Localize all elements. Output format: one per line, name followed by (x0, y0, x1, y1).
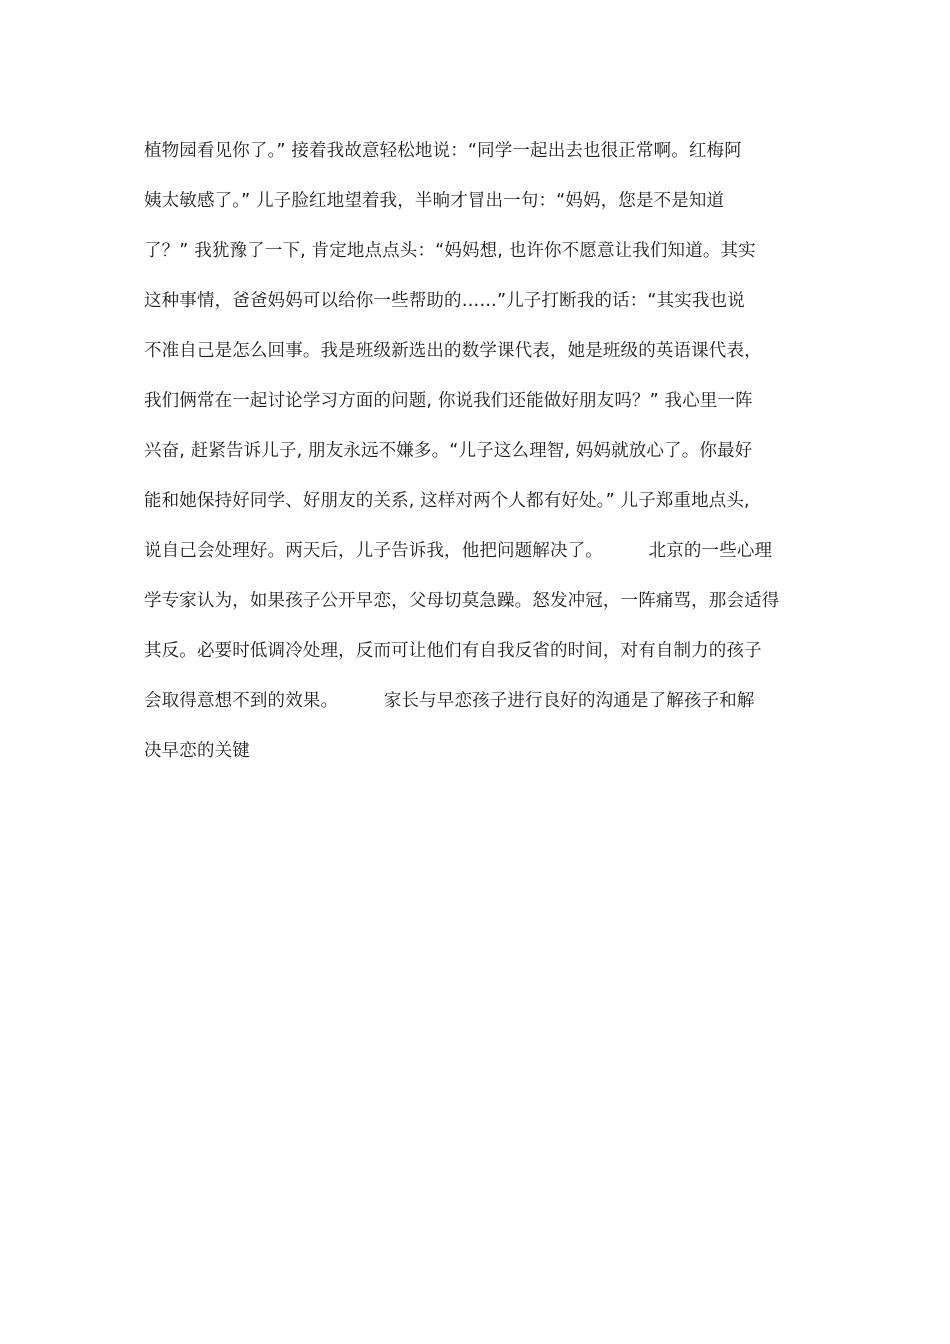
text-line: 说自己会处理好。两天后，儿子告诉我，他把问题解决了。 北京的一些心理 (144, 541, 773, 561)
body-text (144, 126, 808, 776)
text-line: 我们俩常在一起讨论学习方面的问题, 你说我们还能做好朋友吗？” 我心里一阵 (144, 391, 753, 411)
text-line: 了？” 我犹豫了一下, 肯定地点点头：“妈妈想, 也许你不愿意让我们知道。其实 (144, 241, 756, 261)
text-line: 会取得意想不到的效果。 家长与早恋孩子进行良好的沟通是了解孩子和解 (144, 691, 755, 711)
text-line: 兴奋, 赶紧告诉儿子, 朋友永远不嫌多。“儿子这么理智, 妈妈就放心了。你最好 (144, 441, 753, 461)
text-line: 学专家认为，如果孩子公开早恋，父母切莫急躁。怒发冲冠，一阵痛骂，那会适得 (144, 591, 780, 611)
text-line: 不准自己是怎么回事。我是班级新选出的数学课代表，她是班级的英语课代表， (144, 341, 762, 361)
text-line: 决早恋的关键 (144, 741, 250, 761)
text-line: 其反。必要时低调冷处理，反而可让他们有自我反省的时间，对有自制力的孩子 (144, 641, 762, 661)
text-line: 这种事情，爸爸妈妈可以给你一些帮助的……”儿子打断我的话：“其实我也说 (144, 291, 745, 311)
text-line: 姨太敏感了。” 儿子脸红地望着我，半晌才冒出一句：“妈妈，您是不是知道 (144, 191, 725, 211)
text-line: 植物园看见你了。” 接着我故意轻松地说：“同学一起出去也很正常啊。红梅阿 (144, 141, 742, 161)
text-line: 能和她保持好同学、好朋友的关系, 这样对两个人都有好处。” 儿子郑重地点头, (144, 491, 750, 511)
